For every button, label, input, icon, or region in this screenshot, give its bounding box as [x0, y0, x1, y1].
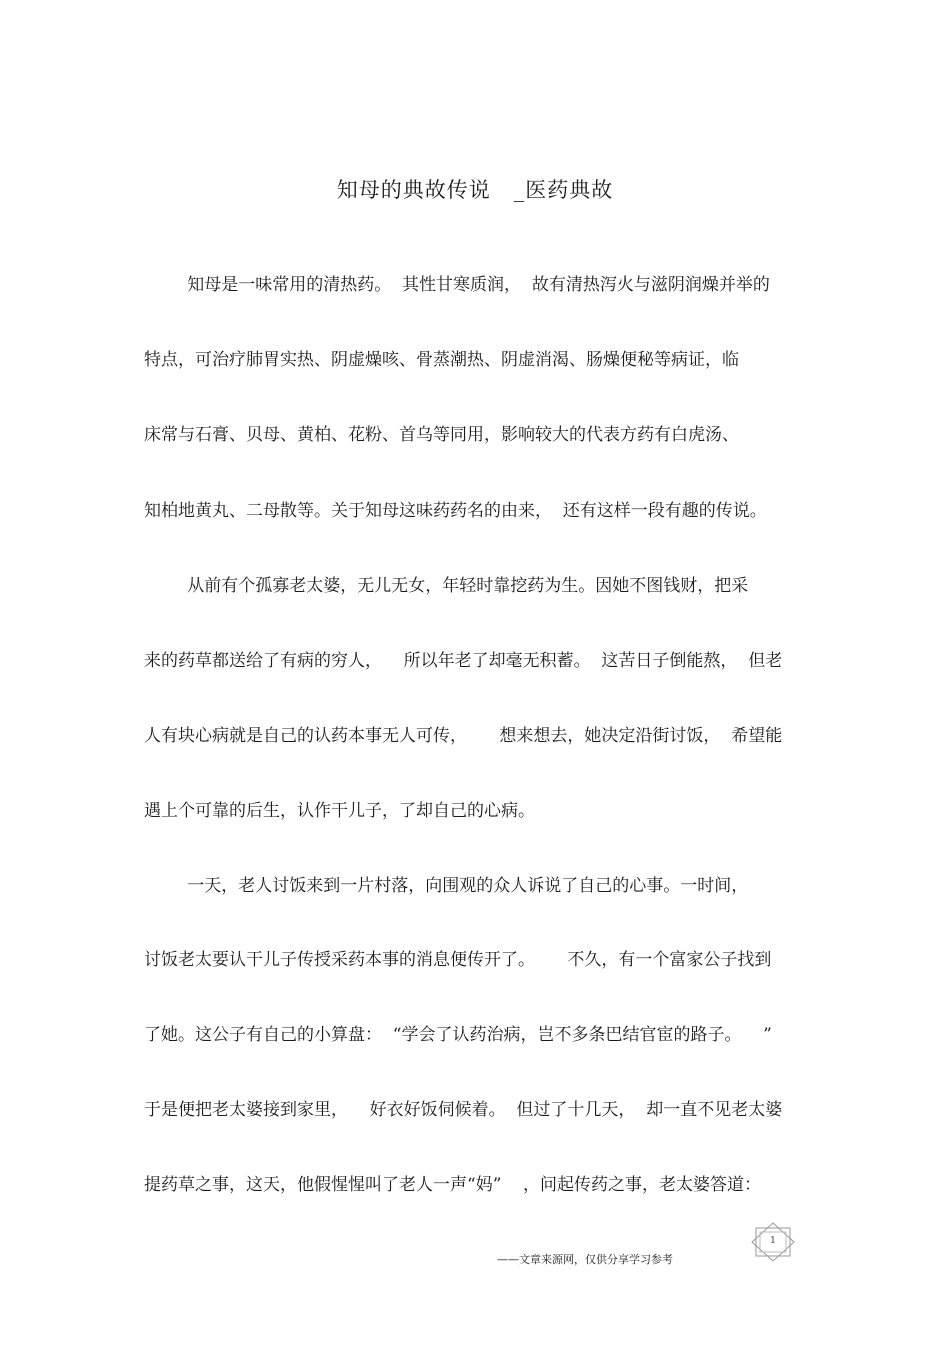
page-number: 1 [770, 1236, 776, 1246]
body-line: 人有块心病就是自己的认药本事无人可传， 想来想去，她决定沿街讨饭， 希望能 [144, 726, 783, 746]
body-line: 知柏地黄丸、二母散等。关于知母这味药药名的由来， 还有这样一段有趣的传说。 [144, 501, 767, 521]
body-line: 了她。这公子有自己的小算盘： “学会了认药治病，岂不多条巴结官宦的路子。 ” [144, 1025, 772, 1045]
body-line: 知母是一味常用的清热药。 其性甘寒质润， 故有清热泻火与滋阴润燥并举的 [144, 275, 770, 295]
body-line: 来的药草都送给了有病的穷人， 所以年老了却毫无积蓄。 这苦日子倒能熬， 但老 [144, 651, 783, 671]
body-line: 特点，可治疗肺胃实热、阴虚燥咳、骨蒸潮热、阴虚消渴、肠燥便秘等病证，临 [144, 350, 739, 370]
body-line: 从前有个孤寡老太婆，无儿无女，年轻时靠挖药为生。因她不图钱财，把采 [144, 576, 749, 596]
footer-source-note: ——文章来源网，仅供分享学习参考 [497, 1253, 673, 1266]
body-line: 于是便把老太婆接到家里， 好衣好饭伺候着。 但过了十几天， 却一直不见老太婆 [144, 1100, 783, 1120]
body-line: 床常与石膏、贝母、黄柏、花粉、首乌等同用，影响较大的代表方药有白虎汤、 [144, 425, 739, 445]
body-line: 提药草之事，这天，他假惺惺叫了老人一声“妈” ，问起传药之事，老太婆答道： [144, 1175, 761, 1195]
body-line: 一天，老人讨饭来到一片村落，向围观的众人诉说了自己的心事。一时间， [144, 876, 749, 896]
body-line: 讨饭老太要认干儿子传授采药本事的消息便传开了。 不久，有一个富家公子找到 [144, 950, 772, 970]
body-line: 遇上个可靠的后生，认作干儿子，了却自己的心病。 [144, 801, 535, 821]
document-title: 知母的典故传说 _医药典故 [336, 178, 614, 202]
